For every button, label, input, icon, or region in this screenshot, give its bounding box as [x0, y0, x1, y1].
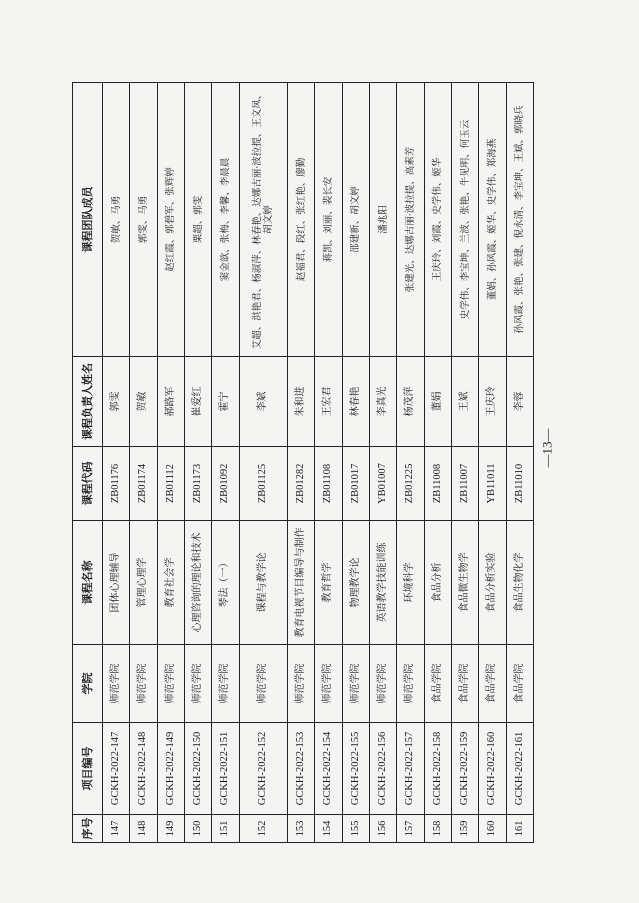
cell-project-id: GCKH-2022-157: [397, 723, 424, 815]
cell-seq: 147: [103, 815, 130, 843]
table-row: [157, 83, 184, 843]
table-row: [479, 83, 506, 843]
cell-members: 孙风霞、张艳、张建、倪永清、李宝坤、王斌、郭晓兵: [506, 83, 533, 357]
table-row: [369, 83, 396, 843]
cell-seq: 155: [342, 815, 369, 843]
cell-course-name: 食品分析: [424, 521, 451, 645]
header-seq: 序号: [73, 815, 103, 843]
cell-leader: 王宏君: [315, 357, 342, 447]
cell-project-id: GCKH-2022-161: [506, 723, 533, 815]
cell-seq: 151: [212, 815, 239, 843]
cell-members: 赵福君、段红、张红艳、廖勤: [287, 83, 314, 357]
cell-project-id: GCKH-2022-147: [103, 723, 130, 815]
cell-college: 师范学院: [239, 645, 287, 723]
cell-college: 师范学院: [287, 645, 314, 723]
cell-members: 窦金歆、张梅、李馨、李晨晨: [212, 83, 239, 357]
cell-course-code: ZB01092: [212, 447, 239, 521]
cell-course-code: YB11011: [479, 447, 506, 521]
cell-seq: 150: [184, 815, 211, 843]
cell-members: 栗超、郭雯: [184, 83, 211, 357]
cell-project-id: GCKH-2022-160: [479, 723, 506, 815]
cell-leader: 李蓉: [506, 357, 533, 447]
cell-course-code: ZB01125: [239, 447, 287, 521]
cell-course-name: 管理心理学: [130, 521, 157, 645]
table-row: [506, 83, 533, 843]
cell-course-code: ZB01108: [315, 447, 342, 521]
cell-leader: 林春艳: [342, 357, 369, 447]
cell-leader: 朱和进: [287, 357, 314, 447]
cell-leader: 崔爱红: [184, 357, 211, 447]
cell-members: 张建光、达娜古丽·波拉提、高素芳: [397, 83, 424, 357]
cell-course-name: 食品生物化学: [506, 521, 533, 645]
cell-course-name: 英语教学技能训练: [369, 521, 396, 645]
page-number: —13—: [539, 428, 555, 468]
cell-college: 师范学院: [315, 645, 342, 723]
cell-project-id: GCKH-2022-155: [342, 723, 369, 815]
cell-leader: 王斌: [451, 357, 478, 447]
cell-members: 蒋凯、刘丽、裴长安: [315, 83, 342, 357]
cell-members: 董娟、孙风霞、姬华、史学伟、郑海燕: [479, 83, 506, 357]
cell-course-code: ZB01173: [184, 447, 211, 521]
table-row: [239, 83, 287, 843]
cell-project-id: GCKH-2022-156: [369, 723, 396, 815]
table-row: [212, 83, 239, 843]
cell-course-name: 教育电视节目编导与制作: [287, 521, 314, 645]
cell-course-code: ZB01017: [342, 447, 369, 521]
cell-leader: 贺敏: [130, 357, 157, 447]
cell-college: 食品学院: [451, 645, 478, 723]
cell-leader: 李真光: [369, 357, 396, 447]
cell-course-name: 心理咨询的理论和技术: [184, 521, 211, 645]
cell-seq: 159: [451, 815, 478, 843]
cell-seq: 154: [315, 815, 342, 843]
cell-seq: 156: [369, 815, 396, 843]
cell-project-id: GCKH-2022-159: [451, 723, 478, 815]
cell-course-name: 食品微生物学: [451, 521, 478, 645]
cell-college: 师范学院: [342, 645, 369, 723]
table-row: [130, 83, 157, 843]
cell-leader: 郭雯: [103, 357, 130, 447]
header-members: 课程团队成员: [73, 83, 103, 357]
cell-seq: 149: [157, 815, 184, 843]
table-row: [315, 83, 342, 843]
table-row: [397, 83, 424, 843]
cell-course-code: ZB01225: [397, 447, 424, 521]
cell-course-name: 环境科学: [397, 521, 424, 645]
cell-college: 师范学院: [369, 645, 396, 723]
cell-college: 师范学院: [157, 645, 184, 723]
header-course-name: 课程名称: [73, 521, 103, 645]
cell-college: 食品学院: [479, 645, 506, 723]
cell-seq: 153: [287, 815, 314, 843]
cell-members: 邵建新、胡文婷: [342, 83, 369, 357]
cell-members: 艾超、洪艳君、杨淑萍、林春艳、达娜古丽·波拉提、王文凤、胡文婷: [239, 83, 287, 357]
cell-project-id: GCKH-2022-158: [424, 723, 451, 815]
cell-project-id: GCKH-2022-152: [239, 723, 287, 815]
cell-leader: 李斌: [239, 357, 287, 447]
cell-course-name: 食品分析实验: [479, 521, 506, 645]
cell-seq: 148: [130, 815, 157, 843]
cell-college: 师范学院: [397, 645, 424, 723]
cell-college: 食品学院: [424, 645, 451, 723]
cell-project-id: GCKH-2022-151: [212, 723, 239, 815]
cell-college: 师范学院: [130, 645, 157, 723]
header-leader: 课程负责人姓名: [73, 357, 103, 447]
cell-members: 赵红霞、郭碧军、张辉婷: [157, 83, 184, 357]
cell-leader: 董娟: [424, 357, 451, 447]
cell-seq: 161: [506, 815, 533, 843]
cell-course-code: ZB11010: [506, 447, 533, 521]
cell-course-name: 教育社会学: [157, 521, 184, 645]
cell-course-code: ZB01282: [287, 447, 314, 521]
header-project-id: 项目编号: [73, 723, 103, 815]
cell-course-code: ZB11008: [424, 447, 451, 521]
table-header-row: [73, 83, 103, 843]
cell-course-name: 教育哲学: [315, 521, 342, 645]
table-row: [342, 83, 369, 843]
rotated-table-wrapper: [72, 83, 534, 843]
cell-project-id: GCKH-2022-149: [157, 723, 184, 815]
cell-members: 郭雯、马勇: [130, 83, 157, 357]
cell-course-code: ZB01112: [157, 447, 184, 521]
cell-seq: 157: [397, 815, 424, 843]
cell-members: 贺敏、马勇: [103, 83, 130, 357]
cell-course-code: YB01007: [369, 447, 396, 521]
cell-course-name: 物理教学论: [342, 521, 369, 645]
cell-project-id: GCKH-2022-148: [130, 723, 157, 815]
cell-course-name: 琴法（一）: [212, 521, 239, 645]
cell-course-name: 课程与教学论: [239, 521, 287, 645]
cell-course-name: 团体心理辅导: [103, 521, 130, 645]
table-row: [451, 83, 478, 843]
course-table: [72, 82, 534, 843]
cell-leader: 杨茂萍: [397, 357, 424, 447]
cell-project-id: GCKH-2022-154: [315, 723, 342, 815]
header-college: 学院: [73, 645, 103, 723]
cell-seq: 160: [479, 815, 506, 843]
cell-members: 王庆玲、刘霞、史学伟、姬华: [424, 83, 451, 357]
cell-leader: 王庆玲: [479, 357, 506, 447]
cell-seq: 152: [239, 815, 287, 843]
cell-college: 师范学院: [184, 645, 211, 723]
cell-course-code: ZB01174: [130, 447, 157, 521]
cell-course-code: ZB01176: [103, 447, 130, 521]
cell-leader: 霍宁: [212, 357, 239, 447]
table-row: [424, 83, 451, 843]
cell-project-id: GCKH-2022-150: [184, 723, 211, 815]
cell-leader: 郝路军: [157, 357, 184, 447]
table-row: [287, 83, 314, 843]
header-course-code: 课程代码: [73, 447, 103, 521]
table-row: [184, 83, 211, 843]
cell-members: 史学伟、李宝坤、兰波、张艳、牛见明、何玉云: [451, 83, 478, 357]
cell-college: 食品学院: [506, 645, 533, 723]
cell-college: 师范学院: [212, 645, 239, 723]
cell-seq: 158: [424, 815, 451, 843]
cell-project-id: GCKH-2022-153: [287, 723, 314, 815]
cell-members: 潘兆阳: [369, 83, 396, 357]
table-row: [103, 83, 130, 843]
cell-college: 师范学院: [103, 645, 130, 723]
cell-course-code: ZB11007: [451, 447, 478, 521]
